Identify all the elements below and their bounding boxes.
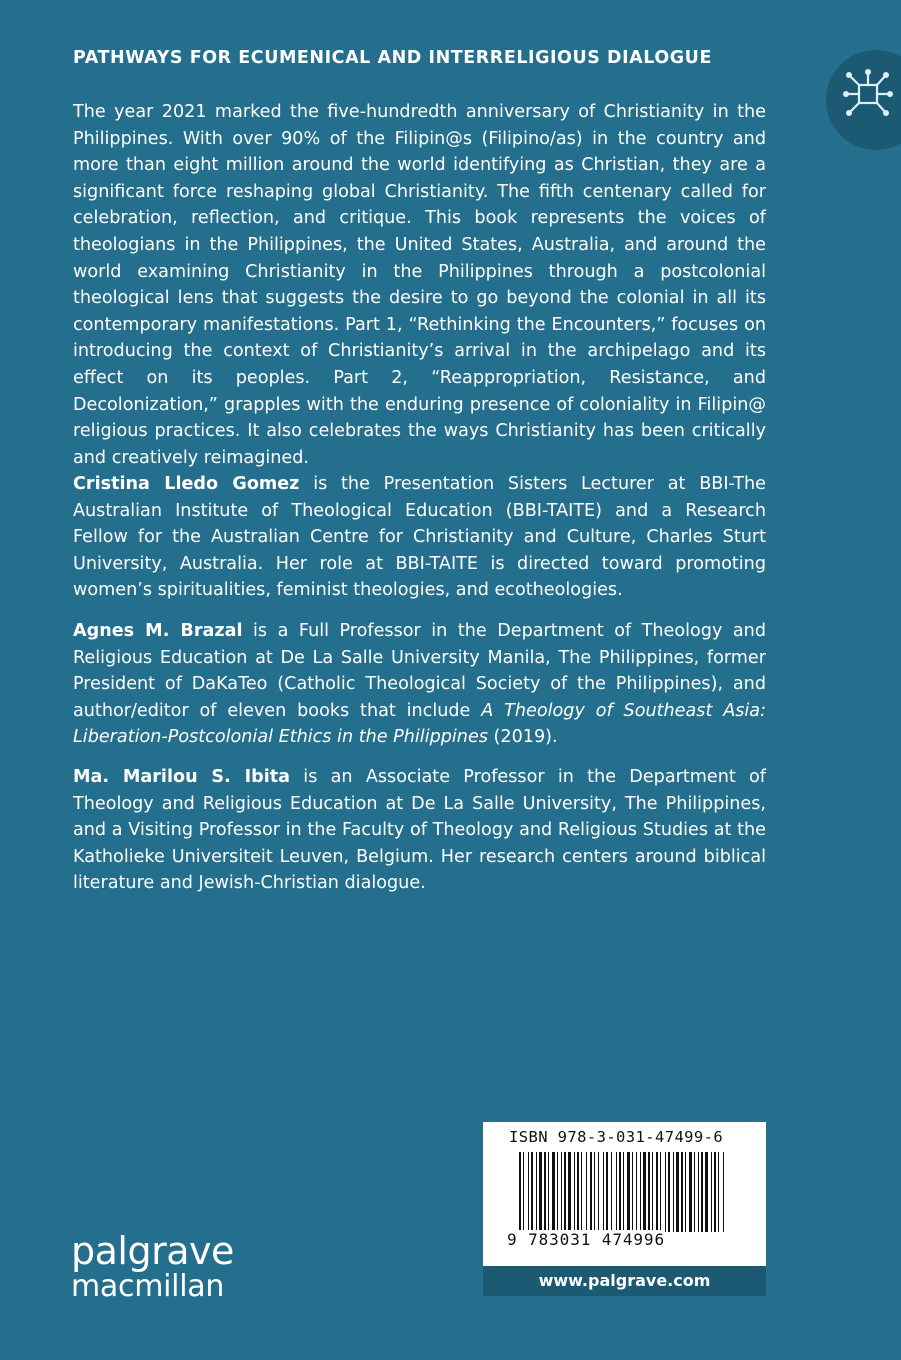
author-bio bbox=[73, 764, 766, 897]
barcode-bar bbox=[643, 1152, 646, 1232]
barcode-bar bbox=[552, 1152, 555, 1232]
series-badge bbox=[826, 50, 901, 150]
barcode-bar bbox=[681, 1152, 683, 1232]
barcode-bar bbox=[603, 1152, 604, 1232]
barcode-bar bbox=[611, 1152, 612, 1232]
barcode-bar bbox=[523, 1152, 524, 1232]
barcode-bar bbox=[668, 1152, 670, 1232]
barcode-bar bbox=[623, 1152, 624, 1232]
barcode-bar bbox=[616, 1152, 617, 1232]
barcode-bar bbox=[685, 1152, 686, 1232]
barcode-bar bbox=[636, 1152, 637, 1232]
barcode-bar bbox=[544, 1152, 546, 1232]
publisher-name-line2: macmillan bbox=[71, 1269, 225, 1304]
barcode-bar bbox=[590, 1152, 592, 1232]
barcode-bar bbox=[606, 1152, 608, 1232]
barcode-bar bbox=[660, 1152, 661, 1232]
barcode bbox=[519, 1152, 729, 1232]
book-description: The year 2021 marked the five-hundredth anniversary of Christianity in the Philippines. With over 90% of the Filipin@s (Filipino/as) in the country and more than eight million around the world identifying as Christian, they are a significant force reshaping global Christianity. The fifth centenary called for celebration, reflection, and critique. This book represents the voices of theologians in the Philippines, the United States, Australia, and around the world examining Christianity in the Philippines through a postcolonial theological lens that suggests the desire to go beyond the colonial in all its contemporary manifestations. Part 1, “Rethinking the Encounters,” focuses on introducing the context of Christianity’s arrival in the archipelago and its effect on its peoples. Part 2, “Reappropriation, Resistance, and Decolonization,” grapples with the enduring presence of coloniality in Filipin@ religious practices. It also celebrates the ways Christianity has been critically and creatively reimagined. bbox=[73, 102, 766, 468]
barcode-bar bbox=[557, 1152, 558, 1232]
barcode-bar bbox=[531, 1152, 533, 1232]
barcode-bar bbox=[648, 1152, 650, 1232]
barcode-bar bbox=[673, 1152, 674, 1232]
barcode-bar bbox=[564, 1152, 566, 1232]
author-bio-text: is the Presentation Sisters Lecturer at BBI-The Australian Institute of Theological Education (BBI-TAITE) and a Research Fellow for the Australian Centre for Christianity and Culture, Charles Sturt University, Australia. Her role at BBI-TAITE is directed toward promoting women’s spiritualities, feminist theologies, and ecotheologies. bbox=[73, 474, 766, 601]
barcode-bar bbox=[548, 1152, 549, 1232]
barcode-bar bbox=[627, 1152, 630, 1232]
barcode-bar bbox=[586, 1152, 587, 1232]
series-title: PATHWAYS FOR ECUMENICAL AND INTERRELIGIOUS DIALOGUE bbox=[73, 48, 712, 68]
barcode-bar bbox=[652, 1152, 653, 1232]
barcode-bar bbox=[528, 1152, 529, 1232]
barcode-bar bbox=[718, 1152, 719, 1232]
author-bio-text: is an Associate Professor in the Department of Theology and Religious Education at De La Salle University, The Philippines, and a Visiting Professor in the Faculty of Theology and Religious Studies at the Katholieke Universiteit Leuven, Belgium. Her research centers around biblical literature and Jewish-Christian dialogue. bbox=[73, 767, 766, 894]
barcode-bar bbox=[698, 1152, 699, 1232]
author-bio-text: is a Full Professor in the Department of Theology and Religious Education at De La Salle University Manila, The Philippines, former President of DaKaTeo (Catholic Theological Society of the Philippines), and author/editor of eleven books that include bbox=[73, 621, 766, 721]
publisher-website: www.palgrave.com bbox=[483, 1266, 766, 1296]
barcode-bar bbox=[689, 1152, 692, 1232]
barcode-digits: 9 783031 474996 bbox=[507, 1230, 665, 1249]
barcode-bar bbox=[619, 1152, 621, 1232]
barcode-bar bbox=[723, 1152, 724, 1232]
barcode-bar bbox=[594, 1152, 595, 1232]
network-node-icon bbox=[840, 66, 896, 122]
barcode-panel bbox=[483, 1122, 766, 1296]
barcode-bar bbox=[705, 1152, 708, 1232]
barcode-bar bbox=[577, 1152, 579, 1232]
barcode-bar bbox=[568, 1152, 571, 1232]
barcode-bar bbox=[561, 1152, 562, 1232]
isbn-label: ISBN 978-3-031-47499-6 bbox=[509, 1128, 724, 1146]
barcode-bar bbox=[632, 1152, 633, 1232]
barcode-bar bbox=[676, 1152, 679, 1232]
barcode-bar bbox=[536, 1152, 537, 1232]
barcode-bar bbox=[581, 1152, 582, 1232]
author-name: Ma. Marilou S. Ibita bbox=[73, 767, 291, 787]
barcode-bar bbox=[656, 1152, 658, 1232]
author-bio bbox=[73, 471, 766, 604]
author-name: Cristina Lledo Gomez bbox=[73, 474, 300, 494]
author-bio bbox=[73, 618, 766, 751]
barcode-bar bbox=[714, 1152, 716, 1232]
barcode-bar bbox=[574, 1152, 575, 1232]
book-title: A Theology of Southeast Asia: Liberation-Postcolonial Ethics in the Philippines bbox=[73, 700, 766, 748]
author-name: Agnes M. Brazal bbox=[73, 621, 243, 641]
publisher-logo bbox=[71, 1229, 234, 1304]
barcode-bar bbox=[519, 1152, 521, 1232]
barcode-bar bbox=[701, 1152, 703, 1232]
barcode-bar bbox=[711, 1152, 712, 1232]
barcode-bar bbox=[694, 1152, 695, 1232]
barcode-bar bbox=[598, 1152, 599, 1232]
author-bio-text: (2019). bbox=[487, 727, 558, 748]
barcode-bar bbox=[539, 1152, 542, 1232]
barcode-bar bbox=[665, 1152, 666, 1232]
publisher-name-line1: palgrave bbox=[71, 1229, 234, 1273]
barcode-bar bbox=[640, 1152, 641, 1232]
